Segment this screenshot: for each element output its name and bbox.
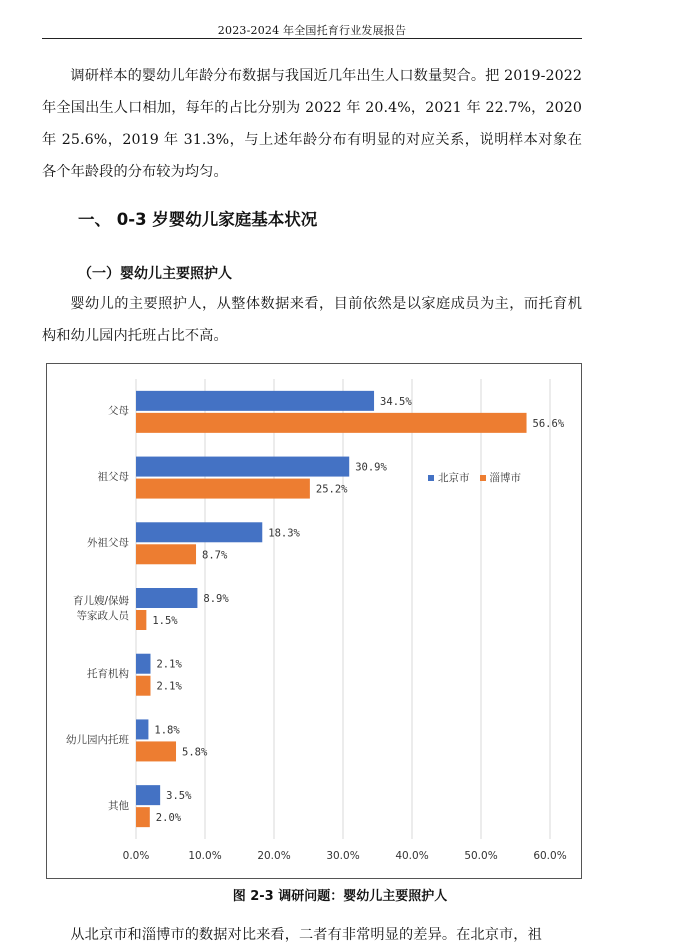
paragraph-comparison: 从北京市和淄博市的数据对比来看，二者有非常明显的差异。在北京市，祖 bbox=[70, 927, 542, 943]
data-label: 8.7% bbox=[202, 549, 228, 562]
section-heading: 一、 0-3 岁婴幼儿家庭基本状况 bbox=[78, 210, 318, 229]
bar-zibo bbox=[136, 544, 196, 564]
category-label bbox=[43, 470, 129, 485]
data-label: 18.3% bbox=[268, 527, 300, 540]
bar-zibo bbox=[136, 479, 310, 499]
data-label: 2.1% bbox=[156, 680, 182, 693]
chart-legend bbox=[428, 470, 521, 485]
category-label bbox=[43, 404, 129, 419]
bar-beijing bbox=[136, 391, 374, 411]
page-header: 2023-2024 年全国托育行业发展报告 bbox=[217, 24, 407, 37]
legend-swatch bbox=[428, 475, 434, 481]
category-label bbox=[43, 667, 129, 682]
bar-beijing bbox=[136, 588, 197, 608]
figure-caption: 图 2-3 调研问题：婴幼儿主要照护人 bbox=[232, 889, 448, 904]
data-label: 2.0% bbox=[155, 812, 182, 825]
data-label: 1.8% bbox=[154, 724, 180, 737]
bar-zibo bbox=[136, 676, 150, 696]
legend-label: 淄博市 bbox=[489, 472, 521, 484]
data-label: 1.5% bbox=[152, 615, 178, 627]
category-label bbox=[43, 536, 129, 551]
category-label-line: 其他 bbox=[108, 799, 129, 812]
bar-beijing bbox=[136, 457, 349, 477]
data-label: 5.8% bbox=[182, 746, 208, 759]
bar-beijing bbox=[136, 785, 160, 805]
category-label-line: 等家政人员 bbox=[76, 610, 129, 622]
x-tick-label: 20.0% bbox=[257, 850, 291, 862]
legend-item bbox=[428, 470, 470, 485]
category-label bbox=[43, 594, 129, 624]
data-label: 30.9% bbox=[355, 461, 387, 474]
caregiver-bar-chart bbox=[46, 363, 582, 879]
category-label bbox=[43, 799, 129, 814]
bar-zibo bbox=[136, 413, 527, 433]
legend-item bbox=[480, 470, 522, 485]
category-label-line: 托育机构 bbox=[87, 668, 129, 681]
bar-zibo bbox=[136, 741, 176, 761]
bar-beijing bbox=[136, 719, 148, 739]
bar-zibo bbox=[136, 807, 150, 827]
data-label: 2.1% bbox=[156, 658, 182, 671]
category-label-line: 祖父母 bbox=[97, 471, 129, 484]
bar-beijing bbox=[136, 654, 150, 674]
data-label: 34.5% bbox=[380, 395, 412, 408]
legend-label: 北京市 bbox=[438, 472, 470, 484]
category-label bbox=[43, 733, 129, 748]
subsection-heading: （一）婴幼儿主要照护人 bbox=[78, 266, 232, 282]
category-label-line: 外祖父母 bbox=[87, 536, 129, 549]
bar-beijing bbox=[136, 522, 262, 542]
category-label-line: 育儿嫂/保姆 bbox=[72, 595, 129, 607]
data-label: 25.2% bbox=[315, 483, 348, 496]
data-label: 56.6% bbox=[532, 417, 565, 430]
bar-zibo bbox=[136, 610, 146, 630]
x-tick-label: 30.0% bbox=[326, 850, 360, 862]
paragraph-age-distribution: 调研样本的婴幼儿年龄分布数据与我国近几年出生人口数量契合。把 2019-2022 年全国出生人口相加，每年的占比分别为 2022 年 20.4%，2021 年 22.7%，2020 年 25.6%，2019 年 31.3%，与上述年龄分布有明显的对应关系，说明样本对象在各个年龄段的分布较为均匀。 bbox=[42, 68, 582, 180]
category-label-line: 幼儿园内托班 bbox=[66, 733, 129, 746]
data-label: 3.5% bbox=[166, 790, 192, 803]
paragraph-caregiver-intro: 婴幼儿的主要照护人，从整体数据来看，目前依然是以家庭成员为主，而托育机构和幼儿园内托班占比不高。 bbox=[42, 296, 582, 344]
x-tick-label: 40.0% bbox=[395, 850, 429, 862]
data-label: 8.9% bbox=[203, 593, 229, 605]
x-tick-label: 0.0% bbox=[122, 850, 150, 862]
header-divider bbox=[42, 38, 582, 39]
x-tick-label: 60.0% bbox=[533, 850, 567, 862]
category-label-line: 父母 bbox=[108, 405, 129, 418]
legend-swatch bbox=[480, 475, 486, 481]
x-tick-label: 50.0% bbox=[464, 850, 498, 862]
x-tick-label: 10.0% bbox=[188, 850, 222, 862]
